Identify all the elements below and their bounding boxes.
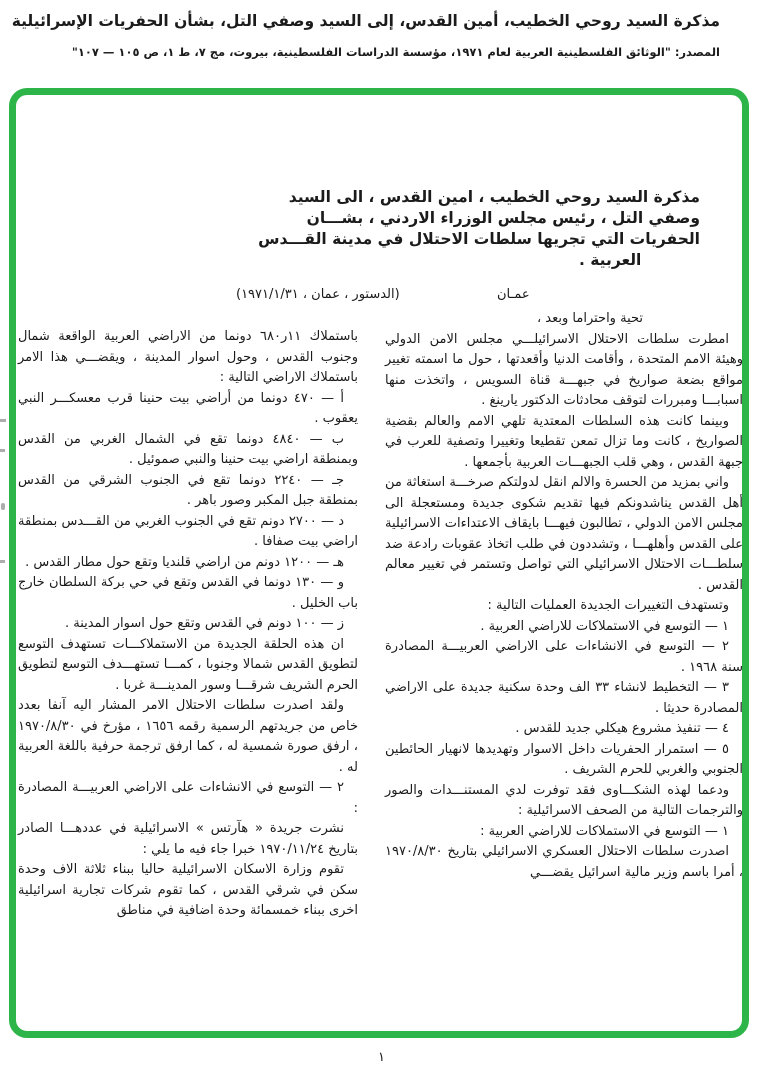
right-column — [385, 309, 743, 883]
paragraph: باستملاك ١١ر٦٨٠ دونما من الاراضي العربية الواقعة شمال وجنوب القدس ، وحول اسوار المدينة ، ويقضـــي هذا الامر باستملاك الاراضي التالية : — [18, 329, 358, 385]
list-item: جـ — ٢٢٤٠ دونما تقع في الجنوب الشرقي من القدس بمنطقة جبل المكبر وصور باهر . — [18, 472, 358, 508]
paragraph: تحية واحتراما وبعد ، — [536, 311, 643, 326]
dateline-source-ref: (الدستور ، عمان ، ١٩٧١/١/٣١) — [236, 287, 400, 302]
memo-title-line: مذكرة السيد روحي الخطيب ، امين القدس ، الى السيد — [288, 188, 700, 206]
scan-artifact — [0, 560, 5, 563]
memo-title-line: العربية . — [579, 251, 642, 269]
list-item: ٣ — التخطيط لانشاء ٣٣ الف وحدة سكنية جديدة على الاراضي المصادرة حديثا . — [385, 680, 743, 716]
paragraph: واني بمزيد من الحسرة والالم انقل لدولتكم صرخـــة استغاثة من أهل القدس يناشدونكم فيها تقديم شكوى جديدة ومستعجلة الى مجلس الامن الدولي ، تطالبون فيهـــا بايقاف الاعتداءات الاسرائيلية على القدس وأهلهـــا ، وتشددون في طلب اتخاذ عقوبات رادعة ضد سلطـــات الاحتلال الاسرائيلي التي تواصل وتستمر في تغيير معالم القدس . — [385, 475, 743, 593]
dateline-city: عمـان — [497, 287, 530, 302]
list-item: ٤ — تنفيذ مشروع هيكلي جديد للقدس . — [515, 721, 729, 736]
memo-title-line: وصفي التل ، رئيس مجلس الوزراء الاردني ، بشـــان — [306, 209, 700, 227]
list-item: أ — ٤٧٠ دونما من أراضي بيت حنينا قرب معسكـــر النبي يعقوب . — [18, 390, 358, 426]
list-item: ١ — التوسع في الاستملاكات للاراضي العربية . — [480, 618, 729, 634]
paragraph: وبينما كانت هذه السلطات المعتدية تلهي الامم والعالم بقضية الصواريخ ، كانت وما تزال تمعن تقطيعا وتغييرا وتصفية للعرب في جبهة القدس ، وهي قلب الجبهـــات العربية بأجمعها . — [385, 413, 743, 470]
memo-title-block — [258, 187, 700, 271]
list-item: ٥ — استمرار الحفريات داخل الاسوار وتهديدها لانهيار الحائطين الجنوبي والغربي للحرم الشريف . — [385, 741, 743, 777]
paragraph: ولقد اصدرت سلطات الاحتلال الامر المشار اليه آنفا بعدد خاص من جريدتهم الرسمية رقمه ١٦٥٦ ، مؤرخ في ١٩٧٠/٨/٣٠ ، ارفق صورة شمسية له ، كما ارفق ترجمة حرفية باللغة العربية له . — [18, 698, 359, 775]
paragraph: نشرت جريدة « هآرتس » الاسرائيلية في عددهـــا الصادر بتاريخ ١٩٧٠/١١/٢٤ خبرا جاء فيه ما يلي : — [18, 821, 358, 857]
scan-artifact — [0, 419, 6, 422]
paragraph: اصدرت سلطات الاحتلال العسكري الاسرائيلي بتاريخ ١٩٧٠/٨/٣٠ ، أمرا باسم وزير مالية اسرائيل يقضـــي — [385, 844, 743, 880]
list-item: ١ — التوسع في الاستملاكات للاراضي العربية : — [480, 823, 729, 839]
list-item: ب — ٤٨٤٠ دونما تقع في الشمال الغربي من القدس وبمنطقة اراضي بيت حنينا والنبي صموئيل . — [18, 431, 358, 467]
paragraph: وتستهدف التغييرات الجديدة العمليات التالية : — [487, 598, 729, 613]
scan-artifact — [1, 503, 5, 510]
paragraph: امطرت سلطات الاحتلال الاسرائيلـــي مجلس الامن الدولي وهيئة الامم المتحدة ، وأقامت الدنيا وأقعدتها ، حول ما اسمته تغيير مواقع بضعة صواريخ في جبهـــة قناة السويس ، واتخذت منها اسبابـــا ومبررات لتوقف محادثات الدكتور يارينغ . — [385, 331, 743, 408]
page-number: ١ — [378, 1050, 385, 1065]
paragraph: ودعما لهذه الشكـــاوى فقد توفرت لدي المستنـــدات والصور والترجمات التالية من الصحف الاسرائيلية : — [385, 782, 743, 818]
list-item: و — ١٣٠ دونما في القدس وتقع في حي بركة السلطان خارج باب الخليل . — [18, 575, 358, 611]
list-item: هـ — ١٢٠٠ دونم من اراضي قلنديا وتقع حول مطار القدس . — [25, 554, 344, 570]
scan-artifact — [0, 449, 5, 452]
list-item: ٢ — التوسع في الانشاءات على الاراضي العربيـــة المصادرة : — [18, 780, 358, 816]
list-item: د — ٢٧٠٠ دونم تقع في الجنوب الغربي من القـــدس بمنطقة اراضي بيت صفافا . — [18, 513, 358, 549]
paragraph: تقوم وزارة الاسكان الاسرائيلية حاليا ببناء ثلاثة الاف وحدة سكن في شرقي القدس ، كما تقوم شركات تجارية اسرائيلية اخرى ببناء خمسمائة وحدة اضافية في مناطق — [18, 862, 358, 918]
list-item: ز — ١٠٠ دونم في القدس وتقع حول اسوار المدينة . — [64, 616, 344, 631]
left-column — [18, 327, 358, 922]
paragraph: ان هذه الحلقة الجديدة من الاستملاكـــات تستهدف التوسع لتطويق القدس شمالا وجنوبا ، كمـــا تستهـــدف التوسع لتطويق الحرم الشريف شرقـــا وسور المدينـــة غربا . — [18, 636, 358, 693]
memo-title-line: الحفريات التي تجريها سلطات الاحتلال في مدينة القـــدس — [258, 230, 700, 248]
source-citation: المصدر: "الوثائق الفلسطينية العربية لعام ١٩٧١، مؤسسة الدراسات الفلسطينية، بيروت، مج ٧، ط ١، ص ١٠٥ — ١٠٧" — [71, 45, 720, 59]
page-title: مذكرة السيد روحي الخطيب، أمين القدس، إلى السيد وصفي التل، بشأن الحفريات الإسرائيلية — [11, 12, 720, 30]
list-item: ٢ — التوسع في الانشاءات على الاراضي العربيـــة المصادرة سنة ١٩٦٨ . — [385, 639, 743, 675]
